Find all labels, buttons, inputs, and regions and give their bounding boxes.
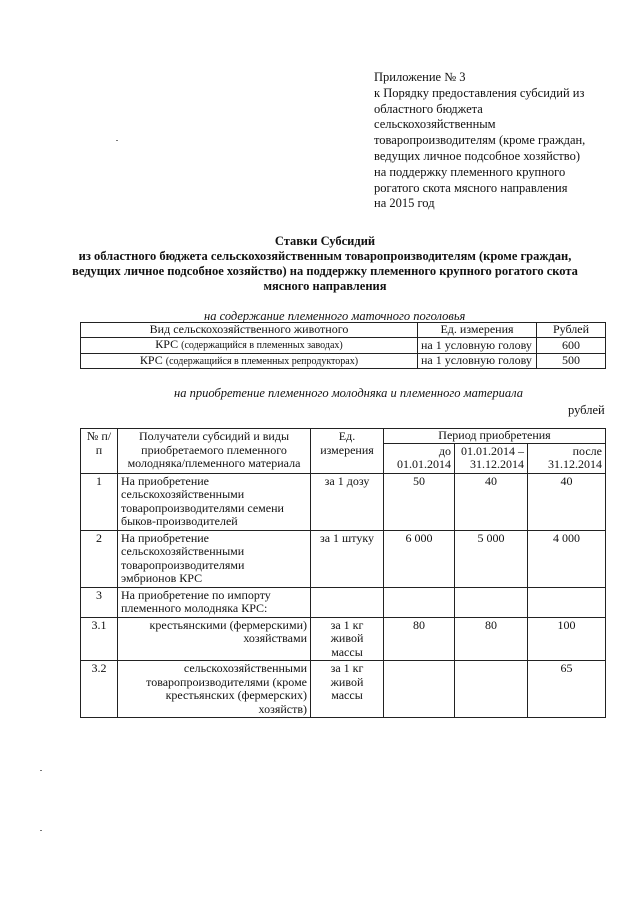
annex-line: к Порядку предоставления субсидий из [374, 85, 585, 100]
value-cell: 40 [455, 473, 528, 530]
cell-line: быков-производителей [121, 514, 238, 528]
recipient-cell [118, 661, 311, 718]
cell-line: массы [331, 644, 363, 659]
header-line: до [438, 443, 451, 458]
table-header-row [81, 429, 606, 444]
document-title [60, 234, 590, 294]
rate-cell: 500 [537, 353, 606, 369]
recipient-cell [118, 530, 311, 587]
maintenance-rates-table [80, 322, 606, 369]
header-line: после [572, 443, 602, 458]
header-period-1 [384, 443, 455, 473]
animal-main: КРС [139, 352, 163, 367]
cell-line: товаропроизводителями [121, 557, 245, 572]
header-line: 31.12.2014 [548, 457, 602, 471]
cell-line: за 1 штуку [319, 530, 375, 545]
row-num: 3 [81, 587, 118, 617]
annex-line: на 2015 год [374, 196, 435, 211]
title-line: из областного бюджета сельскохозяйственным товаропроизводителям (кроме граждан, [78, 249, 572, 263]
row-num: 3.2 [81, 661, 118, 718]
recipient-cell [118, 473, 311, 530]
table2-unit-note: рублей [568, 403, 605, 417]
cell-line: сельскохозяйственными [183, 661, 307, 675]
row-num: 3.1 [81, 617, 118, 661]
value-cell [384, 587, 455, 617]
header-unit [311, 429, 384, 474]
title-line: мясного направления [263, 279, 387, 293]
cell-line: эмбрионов КРС [121, 571, 203, 585]
unit-cell [311, 530, 384, 587]
recipient-cell [118, 587, 311, 617]
annex-line: на поддержку племенного крупного [374, 164, 566, 179]
scan-speck [116, 140, 118, 141]
value-cell: 5 000 [455, 530, 528, 587]
cell-line: за 1 кг живой [330, 661, 364, 689]
cell-line: племенного молодняка КРС: [121, 601, 268, 615]
cell-line: На приобретение [121, 473, 210, 488]
value-cell: 65 [528, 661, 606, 718]
annex-line: товаропроизводителям (кроме граждан, [374, 133, 586, 148]
table2-caption: на приобретение племенного молодняка и племенного материала [174, 386, 524, 400]
title-line: ведущих личное подсобное хозяйство) на поддержку племенного крупного рогатого скота [72, 264, 578, 278]
cell-line: массы [331, 688, 363, 702]
header-line: 01.01.2014 [397, 457, 451, 471]
value-cell: 4 000 [528, 530, 606, 587]
animal-note: (содержащийся в племенных заводах) [181, 340, 343, 351]
animal-type-cell [81, 338, 418, 354]
cell-line: сельскохозяйственными [121, 544, 245, 558]
header-period-2 [455, 443, 528, 473]
scan-speck [40, 770, 42, 771]
table-header-row [81, 323, 606, 338]
header-period-3 [528, 443, 606, 473]
table-row [81, 338, 606, 354]
header-line: измерения [320, 442, 374, 457]
table-row [81, 617, 606, 661]
cell-line: На приобретение по импорту [121, 587, 271, 602]
table-row [81, 661, 606, 718]
value-cell: 100 [528, 617, 606, 661]
unit-cell [311, 473, 384, 530]
cell-line: крестьянских (фермерских) [165, 688, 307, 702]
header-line: 31.12.2014 [470, 457, 524, 471]
cell-line: хозяйствами [243, 631, 307, 645]
scan-speck [40, 830, 42, 831]
unit-cell [311, 617, 384, 661]
value-cell [528, 587, 606, 617]
value-cell: 50 [384, 473, 455, 530]
header-line: молодняка/племенного материала [127, 456, 301, 470]
cell-line: за 1 кг живой [330, 617, 364, 645]
rate-cell: 600 [537, 338, 606, 354]
cell-line: сельскохозяйственными [121, 487, 245, 501]
cell-line: товаропроизводителями (кроме [146, 674, 307, 689]
table1-caption: на содержание племенного маточного поголовья [204, 309, 466, 323]
header-unit: Ед. измерения [418, 323, 537, 338]
header-line: 01.01.2014 – [461, 443, 524, 458]
header-rubles: Рублей [537, 323, 606, 338]
value-cell [384, 661, 455, 718]
value-cell: 80 [455, 617, 528, 661]
cell-line: На приобретение [121, 530, 210, 545]
table-row [81, 587, 606, 617]
table-row [81, 530, 606, 587]
row-num: 2 [81, 530, 118, 587]
cell-line: товаропроизводителями семени [121, 500, 284, 515]
animal-type-cell [81, 353, 418, 369]
cell-line: за 1 дозу [324, 473, 370, 488]
cell-line: хозяйств) [258, 701, 307, 716]
purchase-rates-table [80, 428, 606, 718]
unit-cell [311, 587, 384, 617]
unit-cell: на 1 условную голову [418, 353, 537, 369]
value-cell: 6 000 [384, 530, 455, 587]
value-cell [455, 587, 528, 617]
header-num: № п/п [81, 429, 118, 474]
title-line: Ставки Субсидий [274, 234, 376, 248]
header-period: Период приобретения [384, 429, 606, 444]
header-line: Ед. [338, 429, 356, 443]
unit-cell [311, 661, 384, 718]
animal-note: (содержащийся в племенных репродукторах) [165, 355, 359, 367]
annex-line: сельскохозяйственным [374, 117, 496, 132]
header-animal-type: Вид сельскохозяйственного животного [81, 323, 418, 338]
annex-line: ведущих личное подсобное хозяйство) [374, 148, 580, 163]
recipient-cell [118, 617, 311, 661]
annex-line: Приложение № 3 [374, 70, 466, 84]
annex-header [374, 70, 614, 212]
table-row [81, 473, 606, 530]
header-recipients [118, 429, 311, 474]
annex-line: рогатого скота мясного направления [374, 180, 568, 195]
value-cell [455, 661, 528, 718]
value-cell: 40 [528, 473, 606, 530]
unit-cell: на 1 условную голову [418, 338, 537, 354]
value-cell: 80 [384, 617, 455, 661]
annex-line: областного бюджета [374, 101, 483, 116]
header-line: Получатели субсидий и виды [138, 429, 290, 443]
header-line: приобретаемого племенного [141, 442, 287, 457]
row-num: 1 [81, 473, 118, 530]
table-row [81, 353, 606, 369]
cell-line: крестьянскими (фермерскими) [149, 617, 307, 632]
animal-main: КРС [155, 337, 179, 351]
